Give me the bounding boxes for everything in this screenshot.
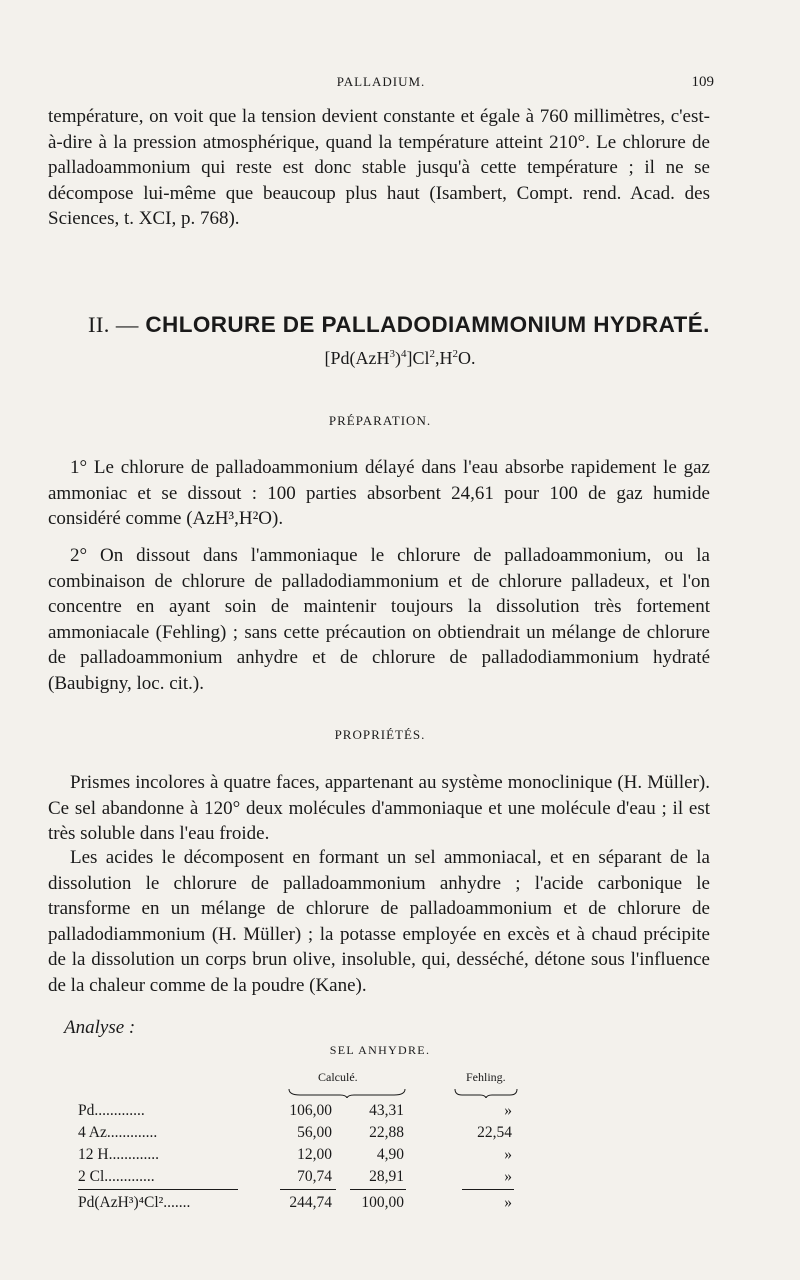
table-total-row: Pd(AzH³)⁴Cl²....... 244,74 100,00 » <box>78 1194 512 1211</box>
table-row: 4 Az............. 56,00 22,88 22,54 <box>78 1124 512 1141</box>
section-number: II. — <box>88 312 139 337</box>
properties-paragraph-1: Prismes incolores à quatre faces, appartenant au système monoclinique (H. Müller). Ce sel abandonne à 120° deux molécules d'ammoniaque et une molécule d'eau ; il est très soluble dans l'eau froide. <box>48 772 710 844</box>
page-number: 109 <box>691 74 714 90</box>
total-rule <box>280 1189 336 1190</box>
brace-calcule-icon <box>288 1086 406 1098</box>
chemical-formula: $[Pd(AzH^3)^4]Cl^2,H^2O$. <box>324 348 476 368</box>
table-row: 2 Cl............. 70,74 28,91 » <box>78 1168 512 1185</box>
paragraph-text: température, on voit que la tension devient constante et égale à 760 millimètres, c'est-à-dire à la pression atmosphérique, quand la température atteint 210°. Le chlorure de palladoammonium qui reste est donc stable jusqu'à cette température ; il ne se décompose lui-même que beaucoup plus haut (Isambert, Compt. rend. Acad. des Sciences, t. XCI, p. 768). <box>48 106 710 229</box>
running-head: PALLADIUM. <box>336 74 426 89</box>
preparation-paragraph-2: 2° On dissout dans l'ammoniaque le chlorure de palladoammonium, ou la combinaison de chlorure de palladodiammonium et de chlorure palladeux, et l'on concentre en ayant soin de maintenir toujours la dissolution très fortement ammoniacale (Fehling) ; sans cette précaution on obtiendrait un mélange de chlorure de palladoammonium anhydre et de chlorure de palladodiammonium hydraté (Baubigny, loc. cit.). <box>48 545 710 694</box>
page-header <box>48 74 714 94</box>
analysis-table-title: SEL ANHYDRE. <box>329 1043 431 1057</box>
analysis-label: Analyse : <box>64 1017 136 1038</box>
total-rule <box>350 1189 406 1190</box>
total-rule <box>78 1189 238 1190</box>
table-row: Pd............. 106,00 43,31 » <box>78 1102 512 1119</box>
column-heading-calcule: Calculé. <box>318 1070 358 1084</box>
section-title-text: CHLORURE DE PALLADODIAMMONIUM HYDRATÉ. <box>145 312 710 337</box>
preparation-paragraph-1: 1° Le chlorure de palladoammonium délayé dans l'eau absorbe rapidement le gaz ammoniac et se dissout : 100 parties absorbent 24,61 pour 100 de gaz humide considéré comme (AzH³,H²O). <box>48 457 710 529</box>
properties-paragraph-2: Les acides le décomposent en formant un sel ammoniacal, et en séparant de la dissolution le chlorure de palladoammonium anhydre ; l'acide carbonique le transforme en un mélange de chlorure de palladoammonium et de chlorure de palladodiammonium (H. Müller) ; la potasse employée en excès et à chaud précipite de la dissolution un corps brun olive, insoluble, qui, desséché, détone sous l'influence de la chaleur comme de la poudre (Kane). <box>48 847 710 996</box>
properties-heading: PROPRIÉTÉS. <box>334 727 426 742</box>
continued-paragraph <box>48 104 710 232</box>
column-heading-fehling: Fehling. <box>466 1070 506 1084</box>
brace-fehling-icon <box>454 1086 518 1098</box>
total-rule <box>462 1189 514 1190</box>
section-title <box>88 312 710 338</box>
preparation-heading: PRÉPARATION. <box>328 413 432 428</box>
table-row: 12 H............. 12,00 4,90 » <box>78 1146 512 1163</box>
